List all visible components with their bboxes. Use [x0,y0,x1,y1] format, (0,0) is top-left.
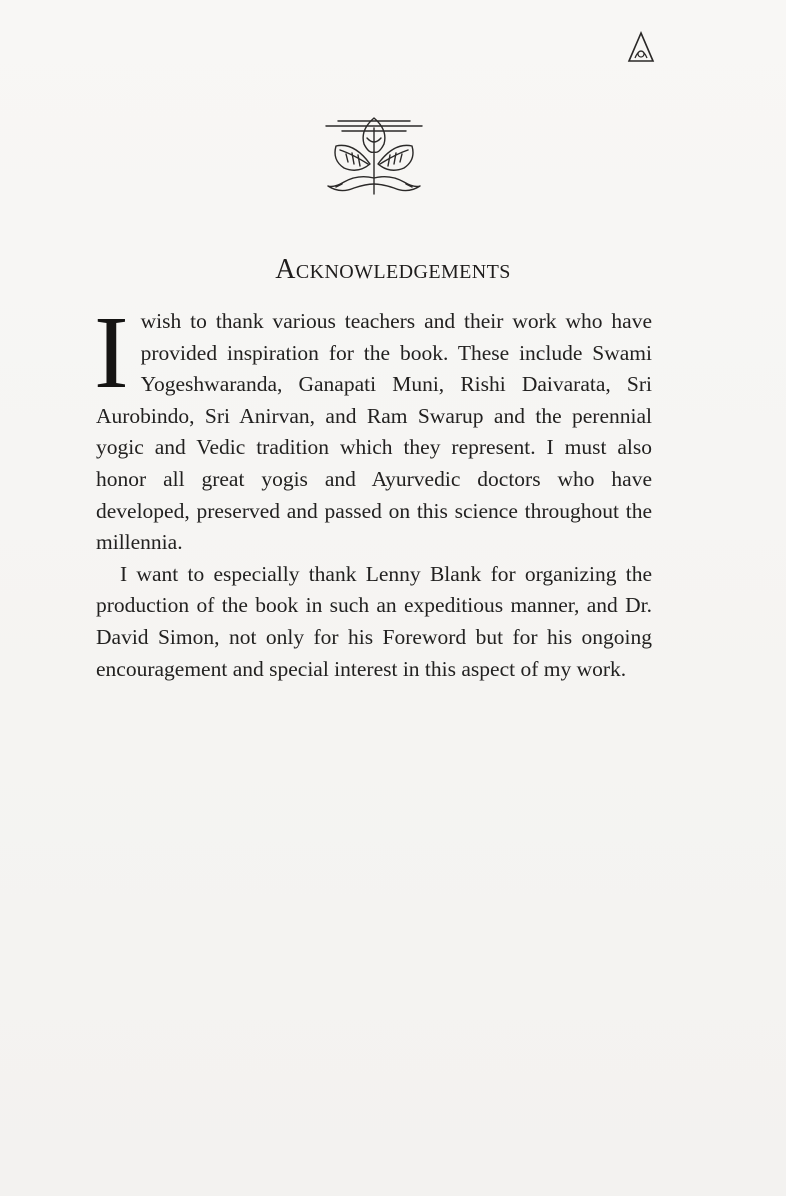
paragraph-2-text: I want to especially thank Lenny Blank for organizing the production of the book in such an expeditious manner, and Dr. David Simon, not only for his Foreword but for his ongoing encouragement and special interest in this aspect of my work. [96,561,652,681]
publisher-logo-icon [626,30,656,66]
floral-ornament-icon [320,108,428,200]
page-title: Acknowledgements [275,254,511,285]
acknowledgements-body [94,295,652,685]
paragraph-1-text: wish to thank various teachers and their work who have provided inspiration for the book. These include Swami Yogeshwaranda, Ganapati Muni, Rishi Daivarata, Sri Aurobindo, Sri Anirvan, and Ram Swarup and the perennial yogic and Vedic tradition which they represent. I must also honor all great yogis and Ayurvedic doctors who have developed, preserved and passed on this science throughout the millennia. [96,309,652,555]
paragraph-2 [96,559,652,685]
paragraph-1 [94,295,652,559]
drop-cap: I [94,295,129,410]
